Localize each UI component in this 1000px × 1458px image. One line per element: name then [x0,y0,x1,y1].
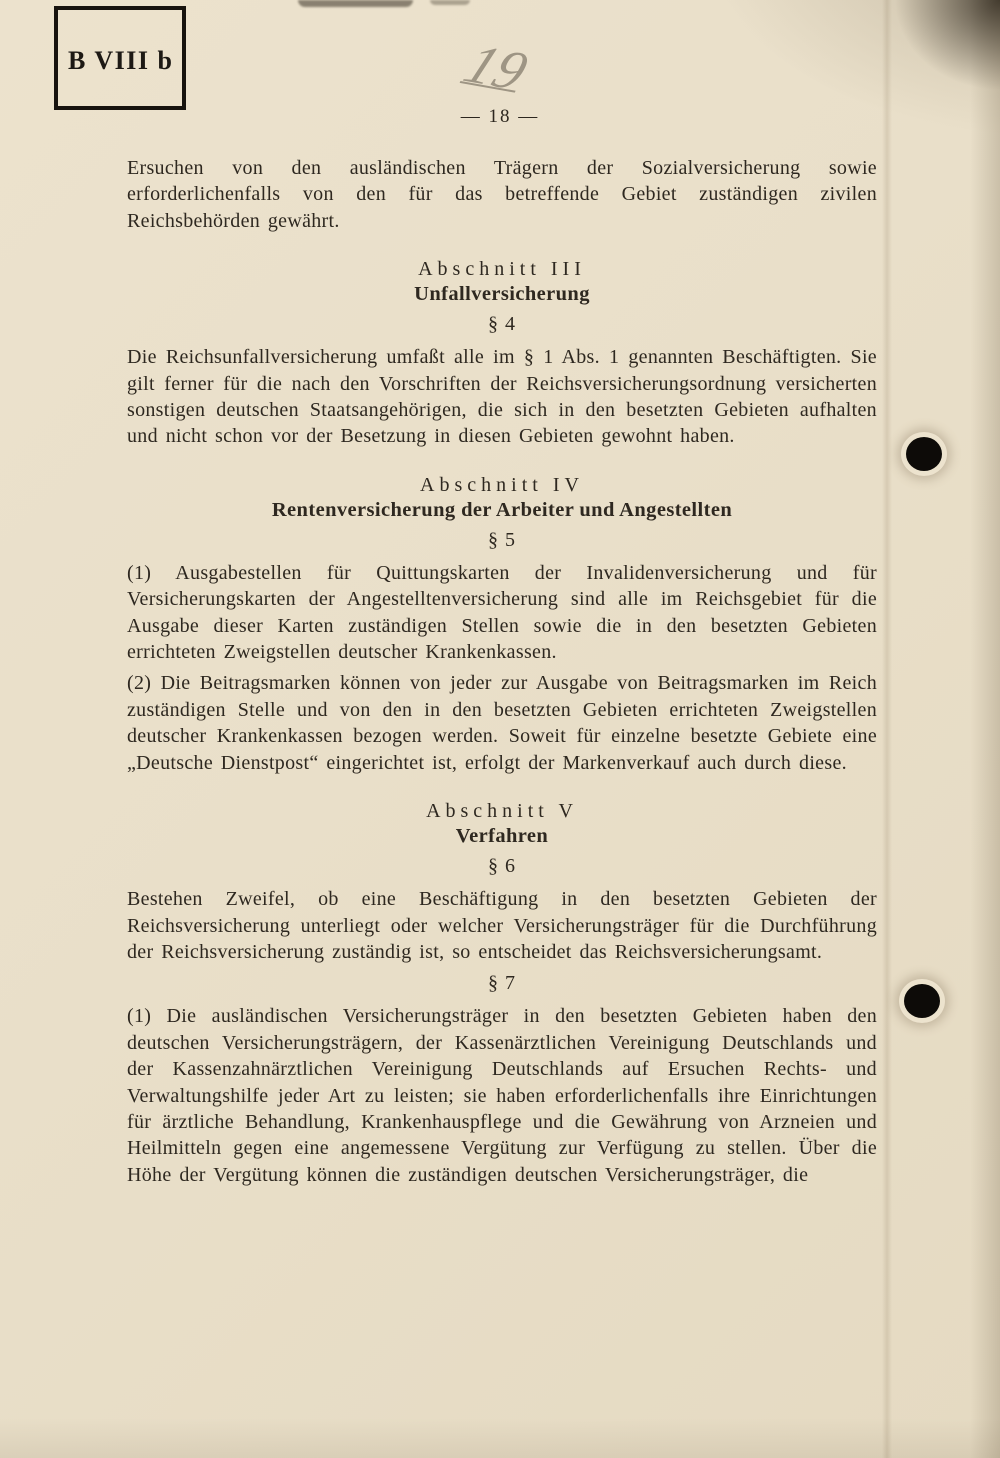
punch-hole [906,437,942,471]
stamp-box [54,6,186,110]
legal-paragraph: Die Reichsunfallversicherung umfaßt alle im § 1 Abs. 1 genannten Beschäftigten. Sie gilt ferner für die nach den Vorschriften der Reichsversicherungsordnung versicherten sonstigen deutschen Staatsangehörigen, die sich in den besetzten Gebieten aufhalten und nicht schon vor der Besetzung in diesen Gebieten gewohnt haben. [127,346,877,448]
legal-paragraph: (2) Die Beitragsmarken können von jeder zur Ausgabe von Beitragsmarken im Reich zuständigen Stelle und von den in den besetzten Gebieten errichteten Zweigstellen deutscher Krankenkassen bezogen werden. Soweit für einzelne besetzte Gebiete eine „Deutsche Dienstpost“ eingerichtet ist, erfolgt der Markenverkauf auch durch diese. [127,672,877,774]
page-number: — 18 — [460,106,540,127]
intro-paragraph: Ersuchen von den ausländischen Trägern der Sozialversicherung sowie erforderlichenfalls von den für das betreffende Gebiet zuständigen zivilen Reichsbehörden gewährt. [127,157,877,232]
section-abschnitt-3 [127,258,877,450]
paragraph-label: § 6 [488,855,516,878]
section-heading: Abschnitt V [426,800,578,823]
document-text-block [127,155,877,1188]
section-subheading: Rentenversicherung der Arbeiter und Angestellten [271,498,733,521]
stamp-text: B VIII b [68,46,174,75]
paragraph-label: § 4 [488,313,516,336]
paragraph-label: § 5 [488,528,516,551]
section-abschnitt-4 [127,474,877,776]
legal-paragraph: Bestehen Zweifel, ob eine Beschäftigung in den besetzten Gebieten der Reichsversicherung unterliegt oder welcher Versicherungsträger für die Durchführung der Reichsversicherung zuständig ist, so entscheidet das Reichsversicherungsamt. [127,888,877,963]
legal-paragraph: (1) Ausgabestellen für Quittungskarten der Invalidenversicherung und für Versicherungskarten der Angestelltenversicherung sind alle im Reichsgebiet für die Ausgabe dieser Karten zuständigen Stellen sowie die in den besetzten Gebieten errichteten Zweigstellen deutscher Krankenkassen. [127,561,877,664]
legal-paragraph: (1) Die ausländischen Versicherungsträger in den besetzten Gebieten haben den deutschen Versicherungsträgern, der Kassenärztlichen Vereinigung Deutschlands und der Kassenzahnärztlichen Vereinigung Deutschlands auf Ersuchen Rechts- und Verwaltungshilfe jeder Art zu leisten; sie haben erforderlichenfalls ihre Einrichtungen für ärztliche Behandlung, Krankenhauspflege und die Gewährung von Arzneien und Heilmitteln gegen eine angemessene Vergütung zur Verfügung zu stellen. Über die Höhe der Vergütung können die zuständigen deutschen Versicherungsträger, die [127,1005,877,1186]
handwritten-mark: 19 [455,33,537,103]
section-subheading: Unfallversicherung [414,283,590,306]
section-heading: Abschnitt III [418,258,586,281]
page-crease [882,0,892,1458]
paragraph-label: § 7 [488,972,516,995]
section-heading: Abschnitt IV [420,473,584,496]
section-subheading: Verfahren [455,825,549,848]
scan-smudge [298,0,413,7]
punch-hole [904,984,940,1018]
scan-smudge [430,0,470,5]
section-abschnitt-5 [127,800,877,1188]
